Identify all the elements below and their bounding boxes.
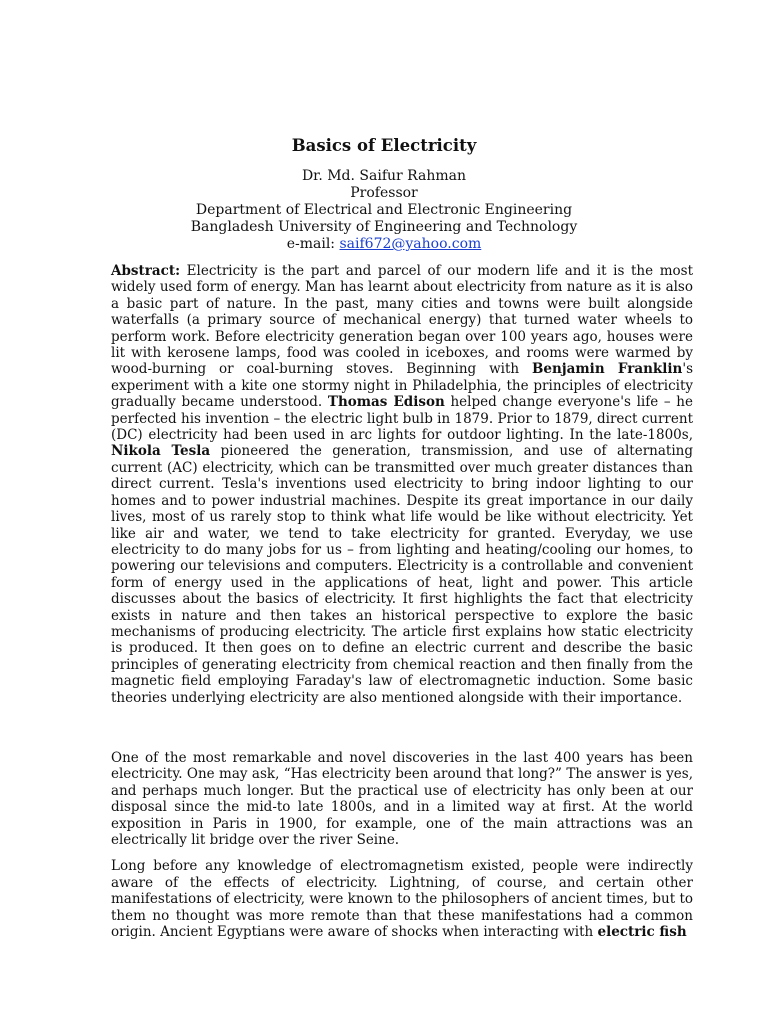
- paper-title: Basics of Electricity: [291, 136, 477, 155]
- author-block: [0, 168, 768, 253]
- abstract-text-1: Electricity is the part and parcel of our modern life and it is the most widely used form of energy. Man has learnt about electricity from nature as it is also a basic part of nature. In the past, many cities and towns were built alongside waterfalls (a primary source of mechanical energy) that turned water wheels to perform work. Before electricity generation began over 100 years ago, houses were lit with kerosene lamps, food was cooled in iceboxes, and rooms were warmed by wood-burning or coal-burning stoves. Beginning with: [111, 263, 693, 378]
- body-paragraph-2-text: Long before any knowledge of electromagnetism existed, people were indirectly aware of the effects of electricity. Lightning, of course, and certain other manifestations of electricity, were known to the philosophers of ancient times, but to them no thought was more remote than that these manifestations had a common origin. Ancient Egyptians were aware of shocks when interacting with: [111, 858, 693, 941]
- name-nikola-tesla: Nikola Tesla: [111, 443, 211, 460]
- body-paragraph-1: One of the most remarkable and novel discoveries in the last 400 years has been electricity. One may ask, “Has electricity been around that long?” The answer is yes, and perhaps much longer. But the practical use of electricity has only been at our disposal since the mid-to late 1800s, and in a limited way at first. At the world exposition in Paris in 1900, for example, one of the main attractions was an electrically lit bridge over the river Seine.: [111, 750, 693, 849]
- body-paragraph-2: [111, 858, 693, 940]
- author-department: Department of Electrical and Electronic Engineering: [195, 202, 573, 218]
- author-position: Professor: [350, 185, 418, 201]
- abstract-text-3: helped change everyone's life – he perfected his invention – the electric light bulb in 1879. Prior to 1879, direct current (DC) electricity had been used in arc lights for outdoor lighting. In the late-1800s,: [111, 394, 693, 444]
- author-name: Dr. Md. Saifur Rahman: [301, 168, 467, 184]
- abstract-text-2: 's experiment with a kite one stormy night in Philadelphia, the principles of electricity gradually became understood.: [111, 361, 693, 411]
- abstract-text-4: pioneered the generation, transmission, and use of alternating current (AC) electricity, which can be transmitted over much greater distances than direct current. Tesla's inventions used electricity to bring indoor lighting to our homes and to power industrial machines. Despite its great importance in our daily lives, most of us rarely stop to think what life would be like without electricity. Yet like air and water, we tend to take electricity for granted. Everyday, we use electricity to do many jobs for us – from lighting and heating/cooling our homes, to powering our televisions and computers. Electricity is a controllable and convenient form of energy used in the applications of heat, light and power. This article discusses about the basics of electricity. It first highlights the fact that electricity exists in nature and then takes an historical perspective to explore the basic mechanisms of producing electricity. The article first explains how static electricity is produced. It then goes on to define an electric current and describe the basic principles of generating electricity from chemical reaction and then finally from the magnetic field employing Faraday's law of electromagnetic induction. Some basic theories underlying electricity are also mentioned alongside with their importance.: [111, 443, 694, 706]
- author-email-line: [0, 236, 768, 253]
- abstract-label: Abstract:: [111, 263, 181, 279]
- term-electric-fish: electric fish: [597, 924, 687, 941]
- body-text: [111, 750, 693, 950]
- abstract: [111, 263, 693, 706]
- email-link[interactable]: saif672@yahoo.com: [339, 236, 482, 252]
- name-benjamin-franklin: Benjamin Franklin: [531, 361, 683, 378]
- email-label: e-mail:: [286, 236, 340, 252]
- name-thomas-edison: Thomas Edison: [327, 394, 445, 411]
- author-university: Bangladesh University of Engineering and Technology: [190, 219, 578, 235]
